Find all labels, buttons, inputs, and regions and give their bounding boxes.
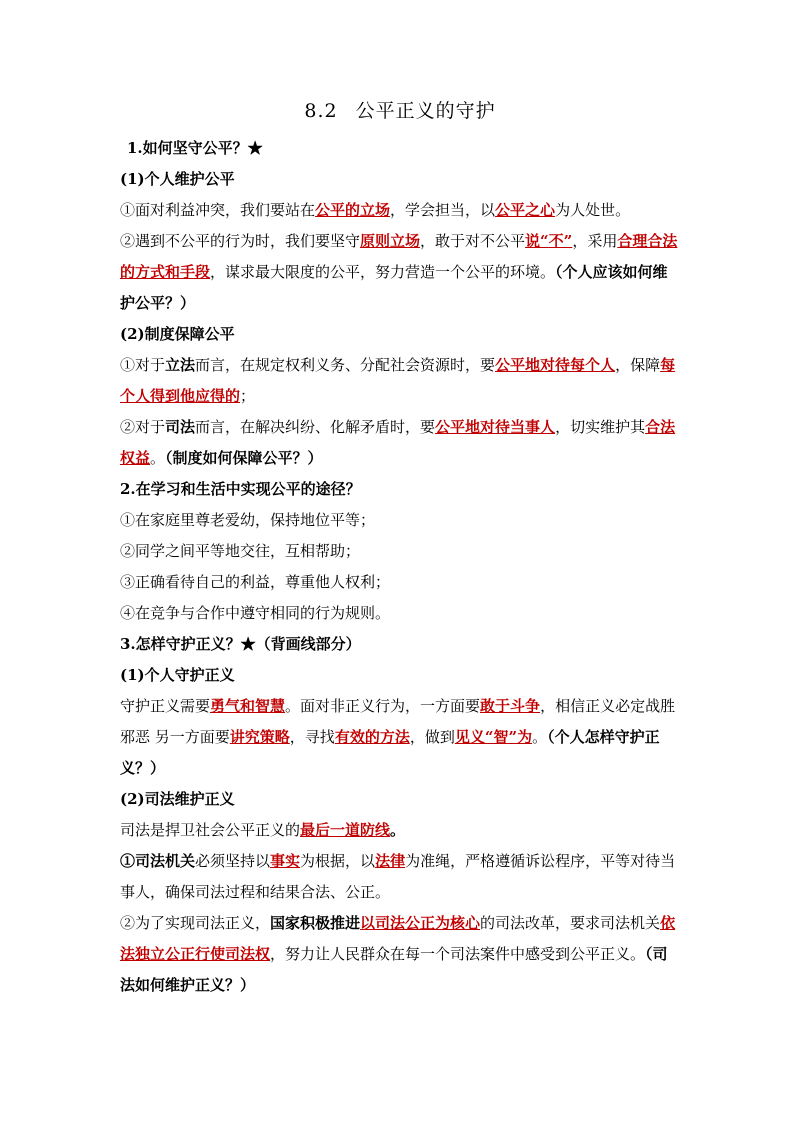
document-page [120,96,680,1001]
q2-item: ②同学之间平等地交往，互相帮助； [120,542,361,560]
q3-sub2: (2)司法维护正义 [120,790,235,808]
q1-sub1: (1)个人维护公平 [120,170,235,188]
q1-p2: ②遇到不公平的行为时，我们要坚守原则立场，敢于对不公平说“不”，采用合理合法的方式和手段，谋求最大限度的公平，努力营造一个公平的环境。（个人应该如何维护公平？） [120,232,678,312]
q2-item: ③正确看待自己的利益，尊重他人权利； [120,573,391,591]
q3-p3: ①司法机关必须坚持以事实为根据，以法律为准绳，严格遵循诉讼程序，平等对待当事人，确保司法过程和结果合法、公正。 [120,852,676,901]
q3-p2: 司法是捍卫社会公平正义的最后一道防线。 [120,821,406,839]
page-title [120,96,680,123]
q2-item: ④在竞争与合作中遵守相同的行为规则。 [120,604,391,622]
q3-p4: ②为了实现司法正义，国家积极推进以司法公正为核心的司法改革，要求司法机关依法独立公正行使司法权，努力让人民群众在每一个司法案件中感受到公平正义。（司法如何维护正义？） [120,914,676,994]
section-title: 公平正义的守护 [355,100,496,122]
q1-p4: ②对于司法而言，在解决纠纷、化解矛盾时，要公平地对待当事人，切实维护其合法权益。（制度如何保障公平？） [120,418,676,467]
section-number: 8.2 [304,100,338,122]
q3-heading: 3.怎样守护正义？★（背画线部分） [120,635,361,653]
q1-p1: ①面对利益冲突，我们要站在公平的立场，学会担当，以公平之心为人处世。 [120,201,631,219]
q2-item: ①在家庭里尊老爱幼，保持地位平等； [120,511,376,529]
q2-heading: 2.在学习和生活中实现公平的途径？ [120,480,361,498]
q1-heading: 1.如何坚守公平？★ [127,139,263,157]
q3-sub1: (1)个人守护正义 [120,666,235,684]
q1-sub2: (2)制度保障公平 [120,325,235,343]
q1-p3: ①对于立法而言，在规定权利义务、分配社会资源时，要公平地对待每个人，保障每个人得到他应得的； [120,356,676,405]
q3-p1: 守护正义需要勇气和智慧。面对非正义行为，一方面要敢于斗争，相信正义必定战胜邪恶 另一方面要讲究策略，寻找有效的方法，做到见义“智”为。（个人怎样守护正义？） [120,697,676,777]
